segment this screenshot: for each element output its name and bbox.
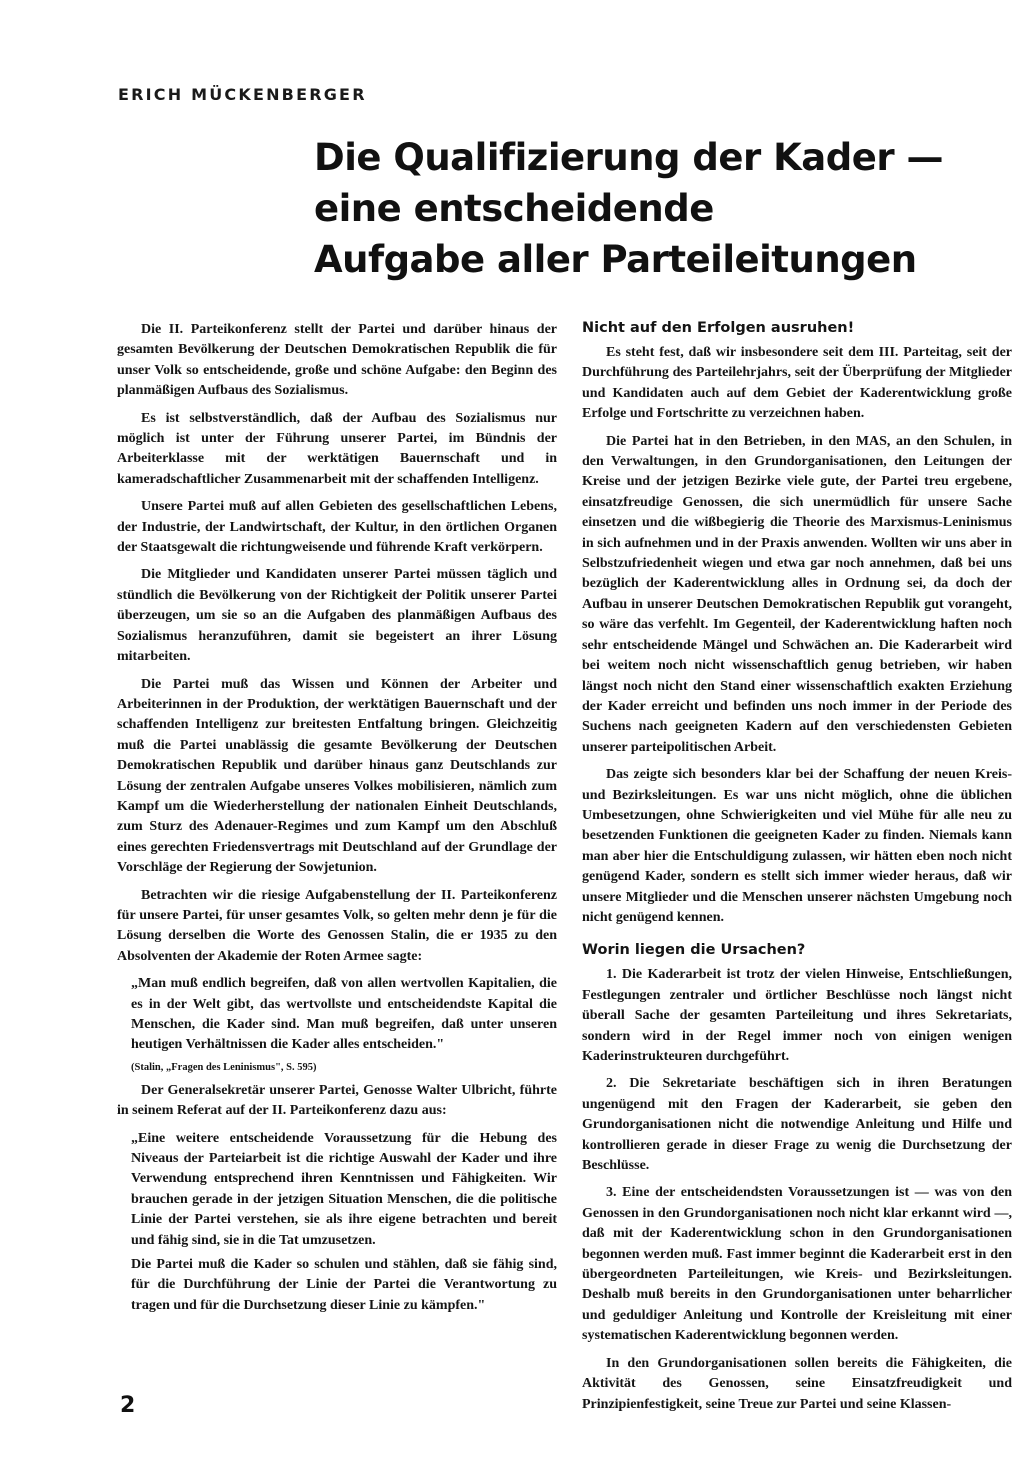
stalin-quote: „Man muß endlich begreifen, daß von allen wertvollen Kapitalien, die es in der Welt gibt, das wertvollste und entscheidendste Kapital die Menschen, die Kader sind. Man muß begreifen, daß unter unseren heutigen Verhältnissen die Kader alles entscheiden." (131, 976, 557, 1053)
paragraph: 1. Die Kaderarbeit ist trotz der vielen Hinweise, Entschließungen, Festlegungen zentraler und örtlicher Beschlüsse noch längst nicht überall Sache der gesamten Parteileitung und ihres Sekretariats, sondern wird in der Regel immer noch von einigen wenigen Kaderinstrukteuren durchgeführt. (582, 967, 1012, 1064)
author-byline: ERICH MÜCKENBERGER (118, 85, 367, 104)
right-column (582, 318, 1012, 1422)
paragraph: Unsere Partei muß auf allen Gebieten des gesellschaftlichen Lebens, der Industrie, der Landwirtschaft, der Kultur, in den örtlichen Organen der Staatsgewalt die richtungweisende und führende Kraft verkörpern. (117, 499, 557, 556)
paragraph: 2. Die Sekretariate beschäftigen sich in ihren Beratungen ungenügend mit den Fragen der Kaderarbeit, sie geben den Grundorganisationen nicht die notwendige Anleitung und Hilfe und kontrollieren gerade in dieser Frage zu wenig die Durchsetzung der Beschlüsse. (582, 1076, 1012, 1174)
paragraph: Die Mitglieder und Kandidaten unserer Partei müssen täglich und stündlich die Bevölkerung von der Richtigkeit der Politik unserer Partei überzeugen, um sie so an die Aufgaben des planmäßigen Aufbaus des Sozialismus heranzuführen, damit sie begeistert an ihrer Lösung mitarbeiten. (117, 567, 557, 665)
paragraph: Die II. Parteikonferenz stellt der Partei und darüber hinaus der gesamten Bevölkerung der Deutschen Demokratischen Republik die für unser Volk so entscheidende, große und schöne Aufgabe: den Beginn des planmäßigen Aufbaus des Sozialismus. (117, 322, 557, 399)
ulbricht-quote-part-1: „Eine weitere entscheidende Voraussetzung für die Hebung des Niveaus der Parteiarbeit ist die richtige Auswahl der Kader und ihre Verwendung entsprechend ihren Kenntnissen und Fähigkeiten. Wir brauchen gerade in der jetzigen Situation Menschen, die die politische Linie der Partei verstehen, sie als ihre eigene betrachten und bereit und fähig sind, sie in die Tat umzusetzen. (131, 1130, 557, 1248)
page-number: 2 (120, 1393, 136, 1418)
paragraph: Die Partei hat in den Betrieben, in den MAS, an den Schulen, in den Verwaltungen, in den Grundorganisationen, den Leitungen der Kreise und der jetzigen Bezirke viele gute, der Partei treu ergebene, einsatzfreudige Genossen, die sich unermüdlich für unsere Sache einsetzen und die wißbegierig die Theorie des Marxismus-Leninismus in sich aufnehmen und in der Praxis anwenden. Wollten wir uns aber in Selbstzufriedenheit wiegen und etwa gar noch annehmen, daß bei uns bezüglich der Kaderentwicklung alles in Ordnung sei, da doch der Aufbau in unserer Deutschen Demokratischen Republik gut vorangeht, so wäre das verfehlt. Im Gegenteil, der Kaderentwicklung haften noch sehr entscheidende Mängel und Schwächen an. Die Kaderarbeit wird bei weitem noch nicht wissenschaftlich genug betrieben, wir haben längst noch nicht den Stand einer wissenschaftlich exakten Erziehung der Kader erreicht und befinden uns noch immer in der Periode des Suchens nach geeigneten Kadern auf den verschiedensten Gebieten unserer parteipolitischen Arbeit. (582, 433, 1012, 755)
section-heading-1: Nicht auf den Erfolgen ausruhen! (582, 320, 855, 336)
paragraph: Das zeigte sich besonders klar bei der Schaffung der neuen Kreis- und Bezirksleitungen. Es war uns nicht möglich, ohne die üblichen Umbesetzungen, ohne Schwierigkeiten und viel Mühe für alle neu zu besetzenden Funktionen die geeigneten Kader zu finden. Niemals kann man aber hier die Entschuldigung zulassen, wir hätten eben noch nicht genügend Kader, sondern es stellt sich immer wieder heraus, daß wir unsere Mitglieder und die Menschen unserer nächsten Umgebung noch nicht genügend kennen. (582, 767, 1012, 925)
paragraph: Es ist selbstverständlich, daß der Aufbau des Sozialismus nur möglich ist unter der Führung unserer Partei, im Bündnis der Arbeiterklasse mit der werktätigen Bauernschaft und in kameradschaftlicher Zusammenarbeit mit der schaffenden Intelligenz. (117, 410, 557, 487)
ulbricht-quote-part-2: Die Partei muß die Kader so schulen und stählen, daß sie fähig sind, für die Durchführung der Linie der Partei die Verantwortung zu tragen und für die Durchsetzung dieser Linie zu kämpfen." (131, 1257, 557, 1313)
left-column (117, 320, 557, 1320)
section-heading-2: Worin liegen die Ursachen? (582, 942, 806, 959)
paragraph: Die Partei muß das Wissen und Können der Arbeiter und Arbeiterinnen in der Produktion, der werktätigen Bauernschaft und der schaffenden Intelligenz zur breitesten Entfaltung bringen. Gleichzeitig muß die Partei unablässig die gesamte Bevölkerung der Deutschen Demokratischen Republik und darüber hinaus ganz Deutschlands zur Lösung der zentralen Aufgabe unseres Volkes mobilisieren, nämlich zum Kampf um die Wiederherstellung der nationalen Einheit Deutschlands, zum Sturz des Adenauer-Regimes und zum Kampf um den Abschluß eines gerechten Friedensvertrags mit Deutschland auf der Grundlage der Vorschläge der Regierung der Sowjetunion. (117, 676, 557, 876)
paragraph: 3. Eine der entscheidendsten Voraussetzungen ist — was von den Genossen in den Grundorganisationen noch nicht klar erkannt wird —, daß mit der Kaderentwicklung schon in den Grundorganisationen begonnen werden muß. Fast immer beginnt die Kaderarbeit erst in den übergeordneten Parteileitungen, wie Kreis- und Bezirksleitungen. Deshalb muß bereits in den Grundorganisationen unter beharrlicher und geduldiger Anleitung und Kontrolle der Kreisleitung mit einer systematischen Kaderentwicklung begonnen werden. (582, 1185, 1012, 1344)
title-line-3: Aufgabe aller Parteileitungen (314, 238, 917, 281)
title-line-1: Die Qualifizierung der Kader — (314, 136, 943, 179)
paragraph: Der Generalsekretär unserer Partei, Genosse Walter Ulbricht, führte in seinem Referat auf der II. Parteikonferenz dazu aus: (117, 1082, 557, 1119)
quote-citation: (Stalin, „Fragen des Leninismus", S. 595) (131, 1061, 317, 1073)
article-title (314, 132, 994, 285)
paragraph: In den Grundorganisationen sollen bereits die Fähigkeiten, die Aktivität des Genossen, seine Einsatzfreudigkeit und Prinzipienfestigkeit, seine Treue zur Partei und seine Klassen- (582, 1355, 1012, 1412)
title-line-2: eine entscheidende (314, 187, 714, 230)
paragraph: Es steht fest, daß wir insbesondere seit dem III. Parteitag, seit der Durchführung des Parteilehrjahrs, seit der Überprüfung der Mitglieder und Kandidaten auch auf dem Gebiet der Kaderentwicklung große Erfolge und Fortschritte zu verzeichnen haben. (582, 345, 1012, 422)
paragraph: Betrachten wir die riesige Aufgabenstellung der II. Parteikonferenz für unsere Partei, für unser gesamtes Volk, so gelten mehr denn je für die Lösung derselben die Worte des Genossen Stalin, die er 1935 zu den Absolventen der Akademie der Roten Armee sagte: (117, 887, 557, 964)
